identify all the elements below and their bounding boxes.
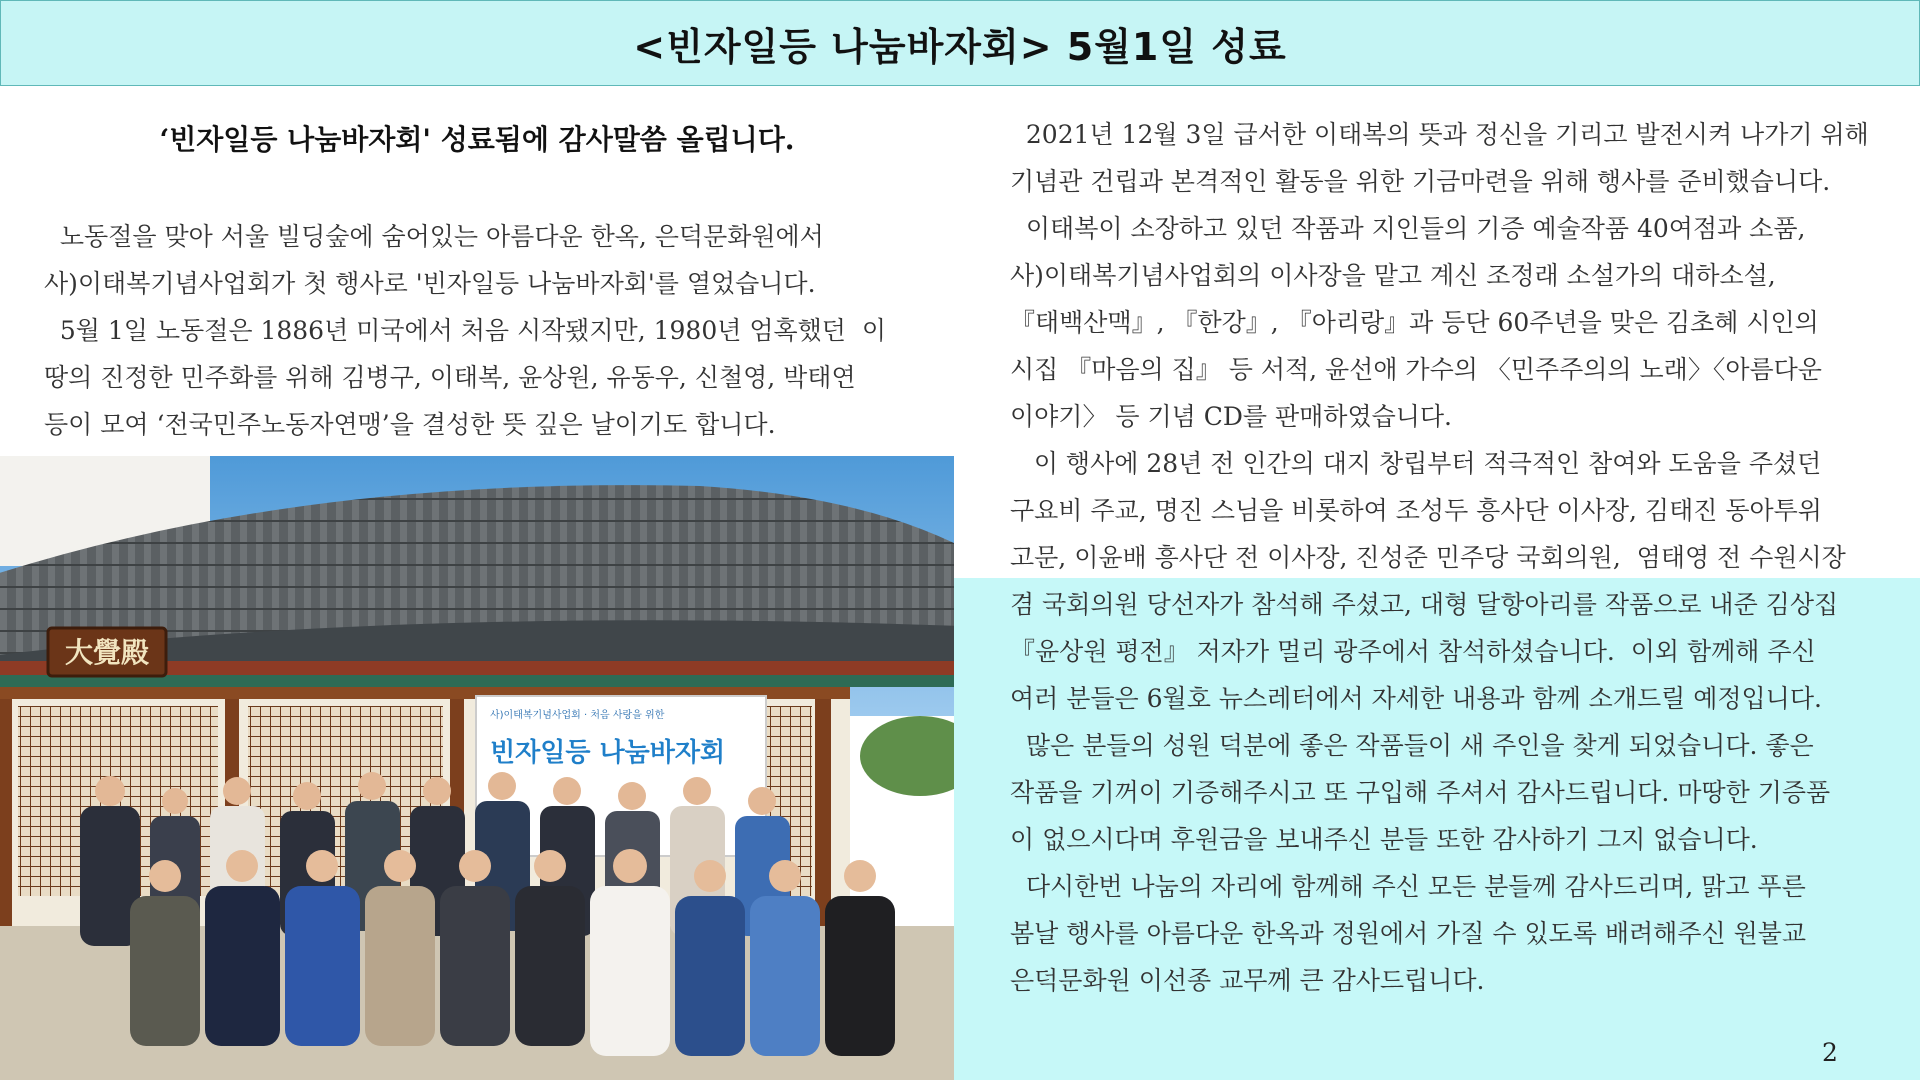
text-line: 구요비 주교, 명진 스님을 비롯하여 조성두 흥사단 이사장, 김태진 동아투위 bbox=[1010, 496, 1822, 525]
text-line: 겸 국회의원 당선자가 참석해 주셨고, 대형 달항아리를 작품으로 내준 김상집 bbox=[1010, 590, 1839, 619]
text-line: 많은 분들의 성원 덕분에 좋은 작품들이 새 주인을 찾게 되었습니다. 좋은 bbox=[1010, 731, 1814, 760]
text-line: 『윤상원 평전』 저자가 멀리 광주에서 참석하셨습니다. 이외 함께해 주신 bbox=[1010, 637, 1816, 666]
text-line: 사)이태복기념사업회가 첫 행사로 '빈자일등 나눔바자회'를 열었습니다. bbox=[44, 269, 816, 298]
text-line: 등이 모여 ‘전국민주노동자연맹’을 결성한 뜻 깊은 날이기도 합니다. bbox=[44, 410, 776, 439]
article-heading: ‘빈자일등 나눔바자회' 성료됨에 감사말씀 올립니다. bbox=[159, 123, 795, 156]
text-line: 작품을 기꺼이 기증해주시고 또 구입해 주셔서 감사드립니다. 마땅한 기증품 bbox=[1010, 778, 1831, 807]
text-line: 이야기〉 등 기념 CD를 판매하였습니다. bbox=[1010, 402, 1453, 431]
text-line: 5월 1일 노동절은 1886년 미국에서 처음 시작됐지만, 1980년 엄혹했던 이 bbox=[44, 316, 886, 345]
text-line: 이 행사에 28년 전 인간의 대지 창립부터 적극적인 참여와 도움을 주셨던 bbox=[1010, 449, 1822, 478]
text-line: 기념관 건립과 본격적인 활동을 위한 기금마련을 위해 행사를 준비했습니다. bbox=[1010, 167, 1831, 196]
text-line: 다시한번 나눔의 자리에 함께해 주신 모든 분들께 감사드리며, 맑고 푸른 bbox=[1010, 872, 1806, 901]
page-header bbox=[0, 0, 1920, 86]
text-line: 2021년 12월 3일 급서한 이태복의 뜻과 정신을 기리고 발전시켜 나가기 위해 bbox=[1010, 120, 1869, 149]
text-line: 이 없으시다며 후원금을 보내주신 분들 또한 감사하기 그지 없습니다. bbox=[1010, 825, 1758, 854]
text-line: 은덕문화원 이선종 교무께 큰 감사드립니다. bbox=[1010, 966, 1485, 995]
text-line: 고문, 이윤배 흥사단 전 이사장, 진성준 민주당 국회의원, 염태영 전 수원시장 bbox=[1010, 543, 1846, 572]
text-line: 시집 『마음의 집』 등 서적, 윤선애 가수의 〈민주주의의 노래〉〈아름다운 bbox=[1010, 355, 1822, 384]
text-line: 땅의 진정한 민주화를 위해 김병구, 이태복, 윤상원, 유동우, 신철영, 박태연 bbox=[44, 363, 856, 392]
banner-subtitle: 사)이태복기념사업회 · 처음 사랑을 위한 bbox=[490, 710, 665, 721]
page-title: <빈자일등 나눔바자회> 5월1일 성료 bbox=[633, 24, 1287, 69]
page-number: 2 bbox=[1822, 1038, 1838, 1067]
text-line: 봄날 행사를 아름다운 한옥과 정원에서 가질 수 있도록 배려해주신 원불교 bbox=[1010, 919, 1807, 948]
text-line: 『태백산맥』, 『한강』, 『아리랑』과 등단 60주년을 맞은 김초혜 시인의 bbox=[1010, 308, 1819, 337]
left-column-text bbox=[44, 213, 904, 448]
text-line: 사)이태복기념사업회의 이사장을 맡고 계신 조정래 소설가의 대하소설, bbox=[1010, 261, 1776, 290]
right-column-text bbox=[1010, 111, 1910, 1004]
hall-sign-text: 大覺殿 bbox=[64, 636, 150, 669]
banner-title: 빈자일등 나눔바자회 bbox=[490, 738, 726, 768]
text-line: 여러 분들은 6월호 뉴스레터에서 자세한 내용과 함께 소개드릴 예정입니다. bbox=[1010, 684, 1822, 713]
text-line: 노동절을 맞아 서울 빌딩숲에 숨어있는 아름다운 한옥, 은덕문화원에서 bbox=[44, 222, 824, 251]
group-photo bbox=[0, 456, 954, 1080]
text-line: 이태복이 소장하고 있던 작품과 지인들의 기증 예술작품 40여점과 소품, bbox=[1010, 214, 1806, 243]
